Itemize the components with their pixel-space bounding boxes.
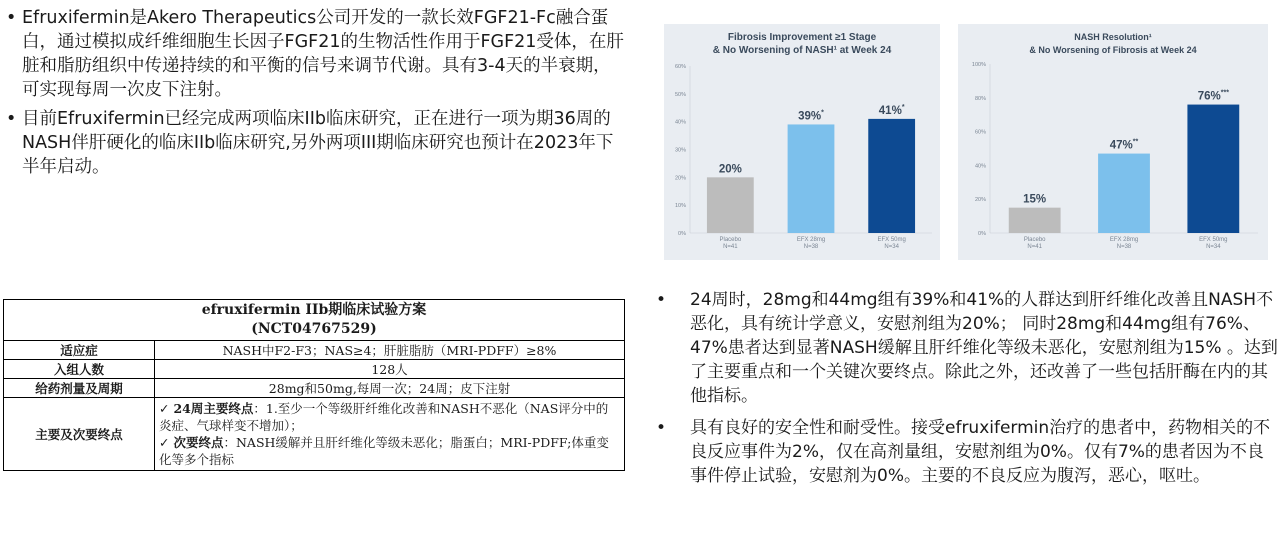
y-tick-label: 20% <box>674 175 686 182</box>
trial-design-table <box>3 299 625 471</box>
list-item <box>6 107 626 179</box>
significance-mark: ** <box>1132 138 1139 146</box>
results-bullet-text: 具有良好的安全性和耐受性。接受efruxifermin治疗的患者中，药物相关的不良反应事件为2%，仅在高剂量组，安慰剂组为0%。仅有7%的患者因为不良事件停止试验，安慰剂为0%。主要的不良反应为腹泻，恶心，呕吐。 <box>690 418 1271 486</box>
x-tick-label: EFX 50mg <box>877 237 906 243</box>
results-bullet-text: 24周时，28mg和44mg组有39%和41%的人群达到肝纤维化改善且NASH不恶化，具有统计学意义，安慰剂组为20%； 同时28mg和44mg组有76%、47%患者达到显著NASH缓解且肝纤维化等级未恶化，安慰剂组为15% 。达到了主要重点和一个关键次要终点。除此之外，还改善了一些包括肝酶在内的其他指标。 <box>690 290 1278 406</box>
results-bullet-list <box>656 288 1280 496</box>
list-item <box>656 288 1280 408</box>
endpoints-value <box>155 398 625 471</box>
endpoints-label: 主要及次要终点 <box>4 398 155 471</box>
x-tick-label: EFX 50mg <box>1199 237 1228 243</box>
x-tick-label: Placebo <box>1023 237 1046 243</box>
bar <box>788 124 835 233</box>
y-tick-label: 100% <box>971 62 986 68</box>
primary-endpoint-text: ：1.至少一个等级肝纤维化改善和NASH不恶化（NAS评分中的炎症、气球样变不增加）； <box>159 401 609 433</box>
x-tick-sublabel: N=38 <box>1116 244 1132 250</box>
list-item <box>656 416 1280 488</box>
check-icon: ✓ <box>159 401 170 416</box>
chart-title-line: & No Worsening of NASH¹ at Week 24 <box>712 45 892 56</box>
bar <box>707 177 754 233</box>
nash-resolution-chart <box>958 24 1268 260</box>
primary-endpoint <box>159 400 620 434</box>
y-tick-label: 50% <box>674 91 686 98</box>
secondary-endpoint <box>159 434 620 468</box>
significance-mark: *** <box>1220 89 1229 97</box>
indication-label: 适应症 <box>4 341 155 360</box>
table-title: efruxifermin IIb期临床试验方案 <box>201 302 427 318</box>
dosing-label: 给药剂量及周期 <box>4 379 155 398</box>
intro-bullet-list <box>6 6 626 184</box>
x-tick-sublabel: N=38 <box>803 244 819 250</box>
table-row <box>4 300 625 341</box>
chart-title-line: NASH Resolution¹ <box>1074 32 1152 42</box>
data-label: 76%*** <box>1197 89 1229 103</box>
y-tick-label: 60% <box>674 64 686 70</box>
bar <box>868 119 915 233</box>
enrollment-label: 入组人数 <box>4 360 155 379</box>
y-tick-label: 10% <box>674 203 686 210</box>
table-title-cell <box>4 300 625 341</box>
x-tick-sublabel: N=34 <box>884 244 899 250</box>
bar <box>1009 208 1061 233</box>
x-tick-label: Placebo <box>719 237 742 243</box>
chart-title-line: Fibrosis Improvement ≥1 Stage <box>727 32 877 43</box>
x-tick-sublabel: N=41 <box>1027 244 1042 250</box>
y-tick-label: 60% <box>974 129 986 136</box>
secondary-endpoint-label: 次要终点 <box>173 435 224 450</box>
intro-bullet-text: 目前Efruxifermin已经完成两项临床IIb临床研究，正在进行一项为期36周的NASH伴肝硬化的临床IIb临床研究,另外两项III期临床研究也预计在2023年下半年启动。 <box>22 109 614 177</box>
bullet-mark: • <box>6 109 17 129</box>
table-subtitle: (NCT04767529) <box>251 321 377 337</box>
bar <box>1098 154 1150 233</box>
nash-resolution-chart-panel <box>958 24 1268 260</box>
y-tick-label: 40% <box>974 163 986 170</box>
y-tick-label: 40% <box>674 119 686 126</box>
table-row <box>4 341 625 360</box>
y-tick-label: 80% <box>974 95 986 102</box>
bullet-mark: • <box>656 290 667 310</box>
data-label: 20% <box>718 163 742 176</box>
y-tick-label: 30% <box>674 147 686 154</box>
dosing-value: 28mg和50mg,每周一次；24周；皮下注射 <box>155 379 625 398</box>
table-row <box>4 398 625 471</box>
x-tick-label: EFX 28mg <box>1109 237 1139 243</box>
significance-mark: * <box>821 109 824 117</box>
data-label: 39%* <box>798 109 824 123</box>
y-tick-label: 0% <box>978 231 986 237</box>
data-label: 41%* <box>878 103 905 117</box>
indication-value: NASH中F2-F3；NAS≥4；肝脏脂肪（MRI-PDFF）≥8% <box>155 341 625 360</box>
x-tick-sublabel: N=34 <box>1206 244 1221 250</box>
significance-mark: * <box>901 103 905 111</box>
x-tick-label: EFX 28mg <box>796 237 826 243</box>
table-row <box>4 360 625 379</box>
chart-title-line: & No Worsening of Fibrosis at Week 24 <box>1029 45 1197 55</box>
fibrosis-improvement-chart <box>664 24 940 260</box>
data-label: 15% <box>1023 193 1047 206</box>
check-icon: ✓ <box>159 435 170 450</box>
bar <box>1187 105 1239 233</box>
secondary-endpoint-text: ：NASH缓解并且肝纤维化等级未恶化；脂蛋白；MRI-PDFF;体重变化等多个指标 <box>159 435 609 467</box>
bullet-mark: • <box>6 8 17 28</box>
primary-endpoint-label: 24周主要终点 <box>173 401 254 416</box>
x-tick-sublabel: N=41 <box>723 244 738 250</box>
enrollment-value: 128人 <box>155 360 625 379</box>
intro-bullet-text: Efruxifermin是Akero Therapeutics公司开发的一款长效FGF21-Fc融合蛋白，通过模拟成纤维细胞生长因子FGF21的生物活性作用于FGF21受体，在肝脏和脂肪组织中传递持续的和平衡的信号来调节代谢。具有3-4天的半衰期，可实现每周一次皮下注射。 <box>22 8 624 100</box>
table-row <box>4 379 625 398</box>
y-tick-label: 20% <box>974 197 986 204</box>
list-item <box>6 6 626 102</box>
bullet-mark: • <box>656 418 667 438</box>
data-label: 47%** <box>1109 138 1139 152</box>
fibrosis-chart-panel <box>664 24 940 260</box>
y-tick-label: 0% <box>678 231 686 237</box>
